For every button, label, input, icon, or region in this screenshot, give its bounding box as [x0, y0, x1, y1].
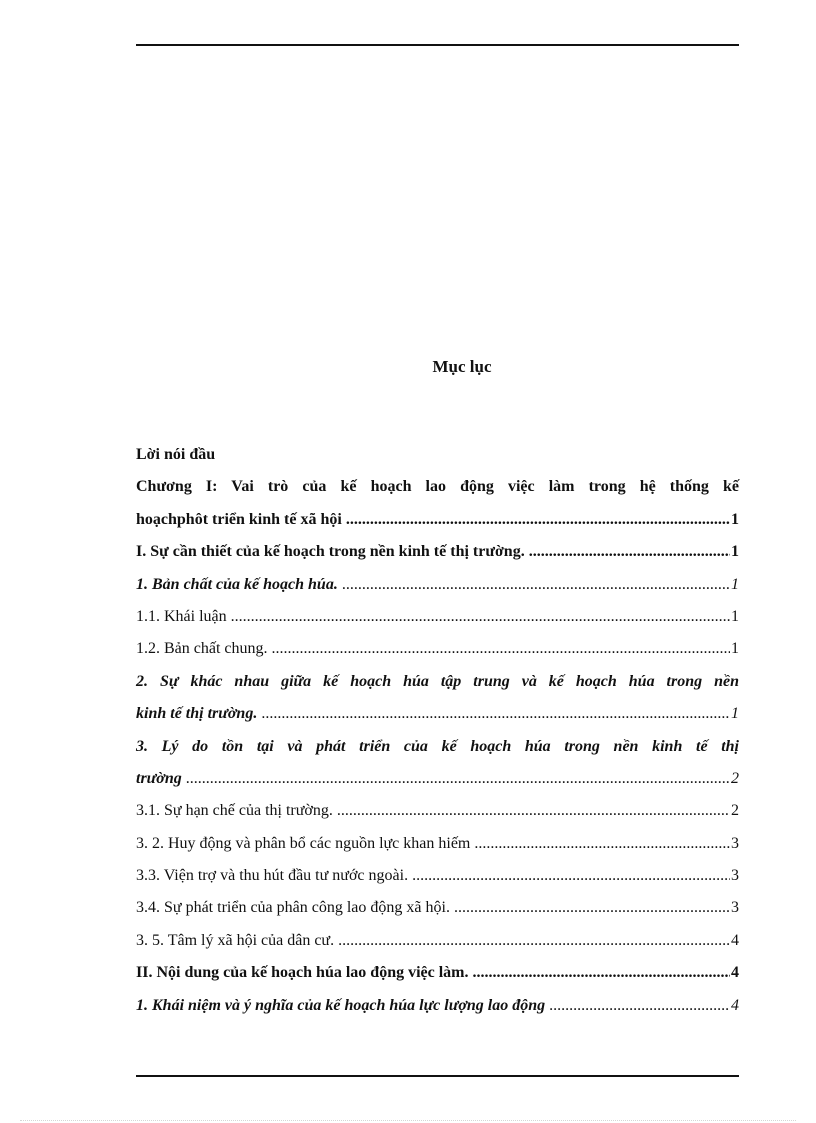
toc-entry-3 [136, 731, 739, 763]
toc-entry-3-4 [136, 892, 739, 924]
toc-entry-text: 3.4. Sự phát triển của phân công lao động xã hội. [136, 899, 450, 917]
toc-entry-1 [136, 569, 739, 601]
toc-entry-text: 1.1. Khái luận [136, 607, 227, 625]
toc-leader-dots [549, 990, 730, 1022]
header-rule [136, 44, 739, 46]
toc-page-number: 3 [731, 867, 739, 885]
toc-entry-chapter-1-cont [136, 504, 739, 536]
toc-entry-II-1 [136, 990, 739, 1022]
toc-leader-dots [186, 763, 730, 795]
toc-entry-text: 1. Bản chất của kế hoạch húa. [136, 575, 338, 593]
toc-page-number: 4 [731, 964, 739, 982]
toc-leader-dots [412, 860, 730, 892]
toc-page-number: 1 [731, 510, 739, 528]
toc-page-number: 1 [731, 575, 739, 593]
toc-entry-text: kinh tế thị trường. [136, 705, 258, 723]
toc-leader-dots [342, 569, 730, 601]
toc-entry-text: II. Nội dung của kế hoạch húa lao động việc làm. [136, 964, 469, 982]
toc-leader-dots [474, 828, 730, 860]
toc-leader-dots [261, 698, 730, 730]
toc-entry-text: 3.1. Sự hạn chế của thị trường. [136, 802, 333, 820]
toc-entry-2 [136, 666, 739, 698]
toc-leader-dots [473, 957, 730, 989]
toc-leader-dots [337, 795, 730, 827]
toc-entry-text: 3. 2. Huy động và phân bổ các nguồn lực khan hiếm [136, 834, 471, 852]
toc-page-number: 2 [731, 802, 739, 820]
toc-entry-text: Chương I: Vai trò của kế hoạch lao động việc làm trong hệ thống kế [136, 478, 739, 496]
toc-page-number: 4 [731, 931, 739, 949]
toc-leader-dots [529, 536, 730, 568]
toc-entry-1-1 [136, 601, 739, 633]
toc-page-number: 1 [731, 607, 739, 625]
toc-entry-3-2 [136, 828, 739, 860]
toc-entry-text: 3. 5. Tâm lý xã hội của dân cư. [136, 931, 335, 949]
toc-page-number: 2 [731, 769, 739, 787]
toc-leader-dots [231, 601, 730, 633]
toc-entry-text: Lời nói đầu [136, 446, 216, 463]
toc-page-number: 1 [731, 640, 739, 658]
toc-leader-dots [272, 633, 730, 665]
toc-entry-chapter-1 [136, 471, 739, 503]
toc-page-number: 1 [731, 543, 739, 561]
toc-entry-3-5 [136, 925, 739, 957]
toc-entry-text: 1.2. Bản chất chung. [136, 640, 268, 658]
toc-entry-text: 2. Sự khác nhau giữa kế hoạch húa tập trung và kế hoạch húa trong nền [136, 672, 739, 690]
toc-page-number: 4 [731, 996, 739, 1014]
toc-entry-section-I [136, 536, 739, 568]
toc-page-number: 1 [731, 705, 739, 723]
toc-entry-3-cont [136, 763, 739, 795]
toc-leader-dots [338, 925, 730, 957]
page-title: Mục lục [432, 357, 492, 376]
toc-entry-text: 1. Khái niệm và ý nghĩa của kế hoạch húa lực lượng lao động [136, 996, 546, 1014]
footer-rule [136, 1075, 739, 1077]
toc-entry-section-II [136, 957, 739, 989]
toc-leader-dots [346, 504, 730, 536]
table-of-contents [136, 439, 739, 1022]
toc-entry-text: I. Sự cần thiết của kế hoạch trong nền kinh tế thị trường. [136, 543, 525, 561]
toc-page-number: 3 [731, 834, 739, 852]
toc-entry-text: 3. Lý do tồn tại và phát triển của kế hoạch húa trong nền kinh tế thị [136, 737, 739, 755]
toc-entry-text: trường [136, 769, 182, 787]
toc-entry-text: hoạchphôt triển kinh tế xã hội [136, 510, 342, 528]
toc-leader-dots [454, 892, 730, 924]
toc-page-number: 3 [731, 899, 739, 917]
toc-entry-1-2 [136, 633, 739, 665]
toc-entry-3-1 [136, 795, 739, 827]
page-edge-dotted-line [20, 1120, 796, 1121]
toc-entry-preface [136, 439, 739, 471]
toc-entry-2-cont [136, 698, 739, 730]
toc-entry-3-3 [136, 860, 739, 892]
toc-entry-text: 3.3. Viện trợ và thu hút đầu tư nước ngoài. [136, 867, 409, 885]
